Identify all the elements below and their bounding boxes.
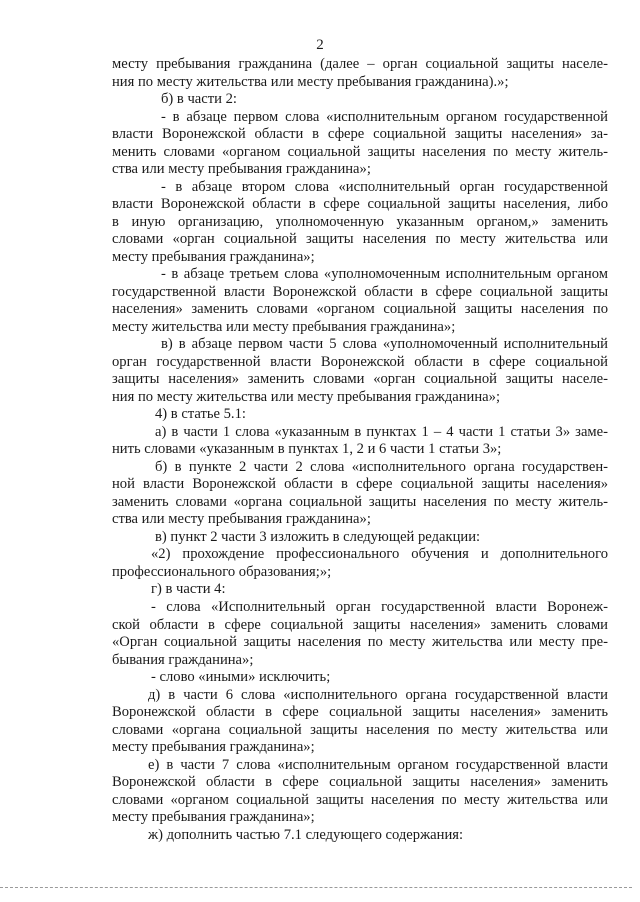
text-line: заменить словами «органа социальной защиты населения по месту житель- xyxy=(112,493,608,510)
text-line: г) в части 4: xyxy=(151,581,226,598)
text-line: а) в части 1 слова «указанным в пунктах 1 – 4 части 1 статьи 3» заме- xyxy=(155,423,608,440)
text-line: в) в абзаце первом части 5 слова «уполномоченный исполнительный xyxy=(161,336,608,353)
text-line: 4) в статье 5.1: xyxy=(155,406,246,423)
text-line: - в абзаце третьем слова «уполномоченным исполнительным органом xyxy=(161,266,608,283)
text-line: власти Воронежской области в сфере социальной защиты населения, либо xyxy=(112,196,608,213)
page-number: 2 xyxy=(316,37,324,53)
text-line: б) в пункте 2 части 2 слова «исполнительного органа государствен- xyxy=(155,458,608,475)
text-line: месту пребывания гражданина (далее – орган социальной защиты населе- xyxy=(112,56,608,72)
text-line: - слова «Исполнительный орган государственной власти Воронеж- xyxy=(151,598,608,615)
text-line: «2) прохождение профессионального обучения и дополнительного xyxy=(151,546,608,563)
text-line: месту пребывания гражданина»; xyxy=(112,739,315,756)
text-line: в иную организацию, уполномоченную указанным органом,» заменить xyxy=(112,213,608,230)
text-line: словами «орган социальной защиты населения по месту жительства или xyxy=(112,231,608,248)
text-line: орган государственной власти Воронежской области в сфере социальной xyxy=(112,353,608,370)
text-line: е) в части 7 слова «исполнительным органом государственной власти xyxy=(148,756,608,773)
text-line: словами «органа социальной защиты населения по месту жительства или xyxy=(112,721,608,738)
text-line: ной власти Воронежской области в сфере социальной защиты населения» xyxy=(112,476,608,493)
text-line: населения» заменить словами «органом социальной защиты населения по xyxy=(112,301,608,318)
text-line: «Орган социальной защиты населения по месту жительства или месту пре- xyxy=(112,634,608,651)
text-line: месту пребывания гражданина»; xyxy=(112,248,315,265)
text-line: ния по месту жительства или месту пребывания гражданина).»; xyxy=(112,73,509,90)
text-line: государственной власти Воронежской области в сфере социальной защиты xyxy=(112,283,608,300)
text-line: - в абзаце втором слова «исполнительный орган государственной xyxy=(161,178,608,195)
text-line: профессионального образования;»; xyxy=(112,563,332,580)
text-line: Воронежской области в сфере социальной защиты населения» заменить xyxy=(112,774,608,791)
text-line: бывания гражданина»; xyxy=(112,651,254,668)
text-line: ния по месту жительства или месту пребывания гражданина»; xyxy=(112,388,500,405)
text-line: менить словами «органом социальной защиты населения по месту житель- xyxy=(112,143,608,160)
text-line: в) пункт 2 части 3 изложить в следующей редакции: xyxy=(155,528,481,545)
text-line: - слово «иными» исключить; xyxy=(151,669,331,686)
scan-edge-line xyxy=(0,887,632,888)
text-line: - в абзаце первом слова «исполнительным органом государственной xyxy=(161,108,608,125)
text-line: месту жительства или месту пребывания гражданина»; xyxy=(112,318,456,335)
text-line: ж) дополнить частью 7.1 следующего содержания: xyxy=(148,826,464,843)
text-line: б) в части 2: xyxy=(161,91,237,108)
document-body xyxy=(112,56,608,844)
text-line: месту пребывания гражданина»; xyxy=(112,809,315,826)
text-line: ства или месту пребывания гражданина»; xyxy=(112,511,371,528)
text-line: ской области в сфере социальной защиты населения» заменить словами xyxy=(112,616,608,633)
text-line: власти Воронежской области в сфере социальной защиты населения» за- xyxy=(112,126,608,143)
text-line: Воронежской области в сфере социальной защиты населения» заменить xyxy=(112,704,608,721)
text-line: словами «органом социальной защиты населения по месту жительства или xyxy=(112,791,608,808)
text-line: д) в части 6 слова «исполнительного органа государственной власти xyxy=(148,686,608,703)
text-line: нить словами «указанным в пунктах 1, 2 и 6 части 1 статьи 3»; xyxy=(112,441,502,458)
text-line: защиты населения» заменить словами «орган социальной защиты населе- xyxy=(112,371,608,388)
text-line: ства или месту пребывания гражданина»; xyxy=(112,161,371,178)
